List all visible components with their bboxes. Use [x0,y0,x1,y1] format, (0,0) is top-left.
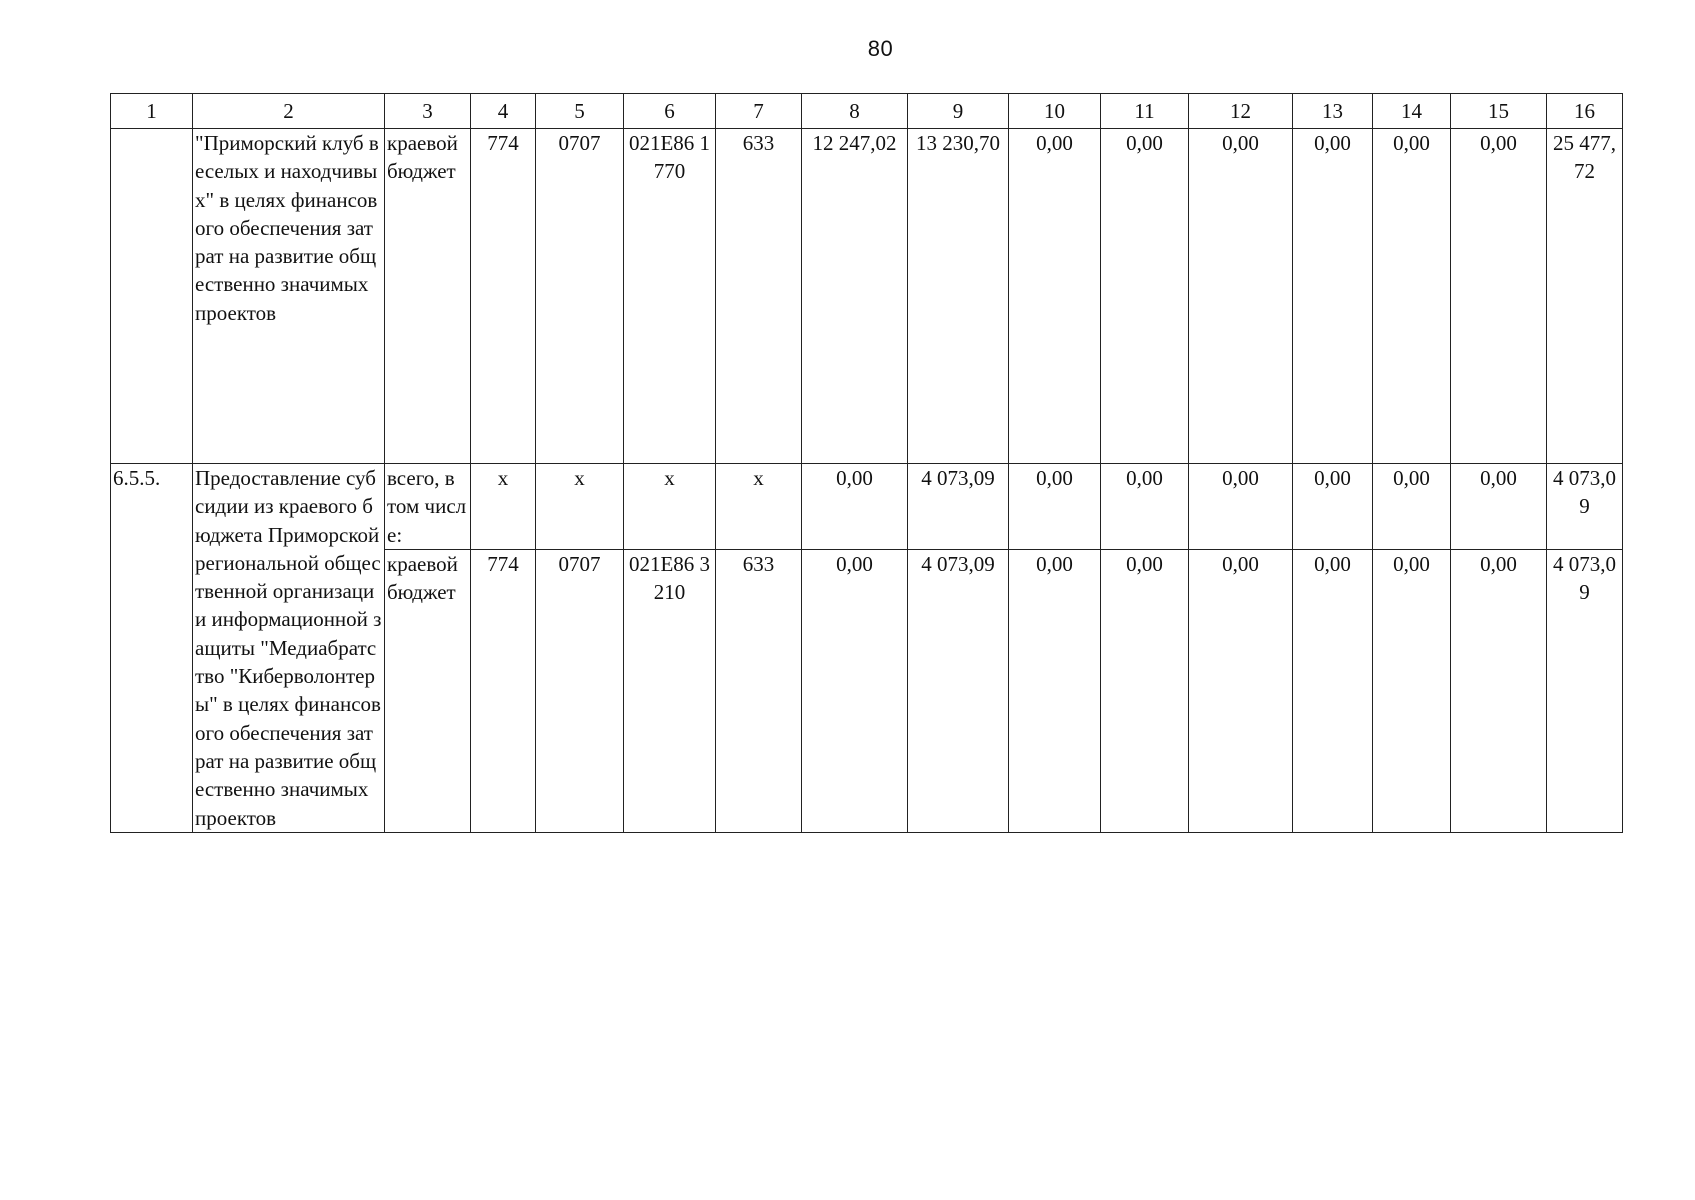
code-cell: 633 [716,549,802,832]
total-amount-cell: 4 073,09 [1547,464,1623,550]
amount-cell: 13 230,70 [908,129,1009,464]
col-header-8: 8 [802,94,908,129]
row-number-cell: 6.5.5. [111,464,193,833]
code-cell: 633 [716,129,802,464]
col-header-16: 16 [1547,94,1623,129]
col-header-1: 1 [111,94,193,129]
amount-cell: 0,00 [802,464,908,550]
amount-cell: 0,00 [1009,549,1101,832]
measure-name-cell: "Приморский клуб веселых и находчивых" в целях финансового обеспечения затрат на развитие общественно значимых проектов [193,129,385,464]
amount-cell: 12 247,02 [802,129,908,464]
amount-cell: 0,00 [1373,549,1451,832]
col-header-15: 15 [1451,94,1547,129]
col-header-12: 12 [1189,94,1293,129]
amount-cell: 0,00 [1373,129,1451,464]
amount-cell: 0,00 [1009,129,1101,464]
col-header-6: 6 [624,94,716,129]
amount-cell: 4 073,09 [908,549,1009,832]
amount-cell: 0,00 [1101,464,1189,550]
table-row [111,129,1623,464]
table-row [111,464,1623,550]
code-cell: 0707 [536,549,624,832]
amount-cell: 0,00 [1293,464,1373,550]
code-cell: х [716,464,802,550]
total-amount-cell: 4 073,09 [1547,549,1623,832]
amount-cell: 0,00 [1009,464,1101,550]
code-cell: 021E86 1770 [624,129,716,464]
amount-cell: 0,00 [1293,549,1373,832]
code-cell: 774 [471,129,536,464]
col-header-5: 5 [536,94,624,129]
measure-name-cell: Предоставление субсидии из краевого бюджета Приморской региональной общественной организации информационной защиты "Медиабратство "Киберволонтеры" в целях финансового обеспечения затрат на развитие общественно значимых проектов [193,464,385,833]
amount-cell: 0,00 [1101,549,1189,832]
budget-table [110,93,1623,833]
code-cell: 0707 [536,129,624,464]
amount-cell: 0,00 [1101,129,1189,464]
total-amount-cell: 25 477,72 [1547,129,1623,464]
amount-cell: 0,00 [1293,129,1373,464]
col-header-2: 2 [193,94,385,129]
amount-cell: 0,00 [1189,129,1293,464]
header-row [111,94,1623,129]
amount-cell: 0,00 [1451,129,1547,464]
col-header-3: 3 [385,94,471,129]
code-cell: 021E86 3210 [624,549,716,832]
amount-cell: 4 073,09 [908,464,1009,550]
amount-cell: 0,00 [1451,464,1547,550]
row-number-cell [111,129,193,464]
amount-cell: 0,00 [1451,549,1547,832]
funding-source-cell: краевой бюджет [385,129,471,464]
col-header-4: 4 [471,94,536,129]
code-cell: х [536,464,624,550]
amount-cell: 0,00 [1189,464,1293,550]
col-header-7: 7 [716,94,802,129]
code-cell: х [624,464,716,550]
amount-cell: 0,00 [802,549,908,832]
col-header-11: 11 [1101,94,1189,129]
col-header-13: 13 [1293,94,1373,129]
amount-cell: 0,00 [1189,549,1293,832]
col-header-14: 14 [1373,94,1451,129]
col-header-9: 9 [908,94,1009,129]
page-number: 80 [867,36,894,61]
code-cell: х [471,464,536,550]
col-header-10: 10 [1009,94,1101,129]
amount-cell: 0,00 [1373,464,1451,550]
funding-source-cell: всего, в том числе: [385,464,471,550]
funding-source-cell: краевой бюджет [385,549,471,832]
code-cell: 774 [471,549,536,832]
